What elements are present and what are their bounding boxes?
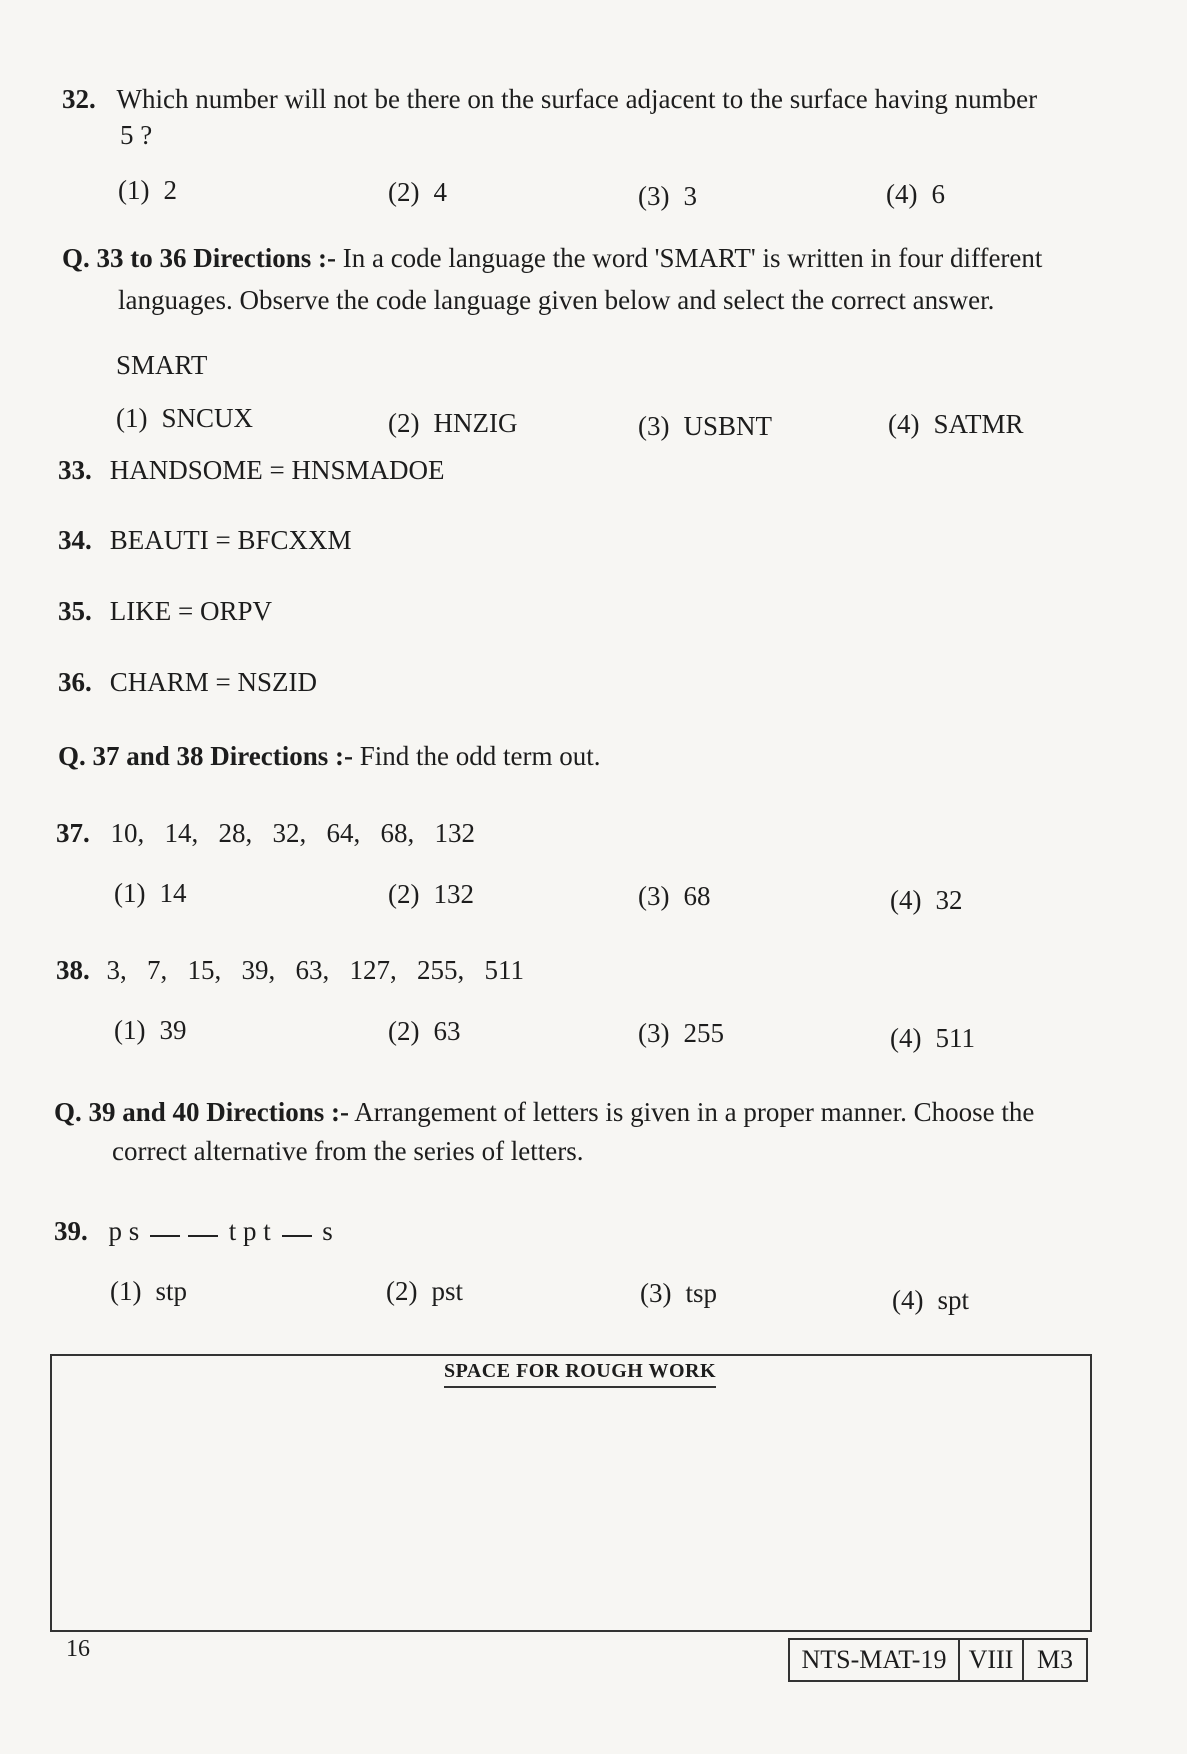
q34: 34. BEAUTI = BFCXXM [58,525,352,555]
code-word: SMART [116,350,208,380]
q32-option-2[interactable]: (2) 4 [388,177,447,207]
q32 [62,84,1037,115]
page-number: 16 [66,1636,90,1662]
directions-text: In a code language the word 'SMART' is written in four different [342,243,1043,273]
question-text: Which number will not be there on the surface adjacent to the surface having number [116,84,1038,114]
q37-option-2[interactable]: (2) 132 [388,879,474,909]
directions-33-36-line2: languages. Observe the code language given below and select the correct answer. [118,285,995,315]
directions-37-38: Q. 37 and 38 Directions :- Find the odd term out. [58,741,601,771]
directions-heading: Q. 33 to 36 Directions :- [62,243,336,273]
class-code: VIII [958,1638,1024,1682]
question-number: 32. [62,84,96,114]
q32-text-line2: 5 ? [120,120,153,150]
q33: 33. HANDSOME = HNSMADOE [58,455,445,485]
q32-option-3[interactable]: (3) 3 [638,181,697,211]
q37-option-3[interactable]: (3) 68 [638,881,711,911]
paper-code: NTS-MAT-19 [788,1638,960,1682]
blank [282,1231,312,1237]
q38-option-2[interactable]: (2) 63 [388,1016,461,1046]
q32-option-1[interactable]: (1) 2 [118,175,177,205]
dir33-option-1[interactable]: (1) SNCUX [116,403,254,433]
q37-option-4[interactable]: (4) 32 [890,885,963,915]
number-series: 3, 7, 15, 39, 63, 127, 255, 511 [106,955,524,985]
q35: 35. LIKE = ORPV [58,596,272,626]
q39-option-2[interactable]: (2) pst [386,1276,463,1306]
q38-option-4[interactable]: (4) 511 [890,1023,975,1053]
q37: 37. 10, 14, 28, 32, 64, 68, 132 [56,818,475,848]
set-code: M3 [1022,1638,1088,1682]
directions-33-36 [62,243,1042,274]
q32-option-4[interactable]: (4) 6 [886,179,945,209]
q38: 38. 3, 7, 15, 39, 63, 127, 255, 511 [56,955,524,985]
q36: 36. CHARM = NSZID [58,667,317,697]
q39-option-4[interactable]: (4) spt [892,1285,969,1315]
rough-work-title: SPACE FOR ROUGH WORK [444,1360,716,1388]
number-series: 10, 14, 28, 32, 64, 68, 132 [110,818,475,848]
directions-39-40-line2: correct alternative from the series of letters. [112,1136,584,1166]
q37-option-1[interactable]: (1) 14 [114,878,187,908]
rough-work-box[interactable] [50,1354,1092,1632]
blank [188,1231,218,1237]
q39-option-3[interactable]: (3) tsp [640,1278,717,1308]
q39: 39. p s t p t s [54,1216,333,1246]
q38-option-3[interactable]: (3) 255 [638,1018,724,1048]
q39-option-1[interactable]: (1) stp [110,1276,187,1306]
dir33-option-3[interactable]: (3) USBNT [638,411,772,441]
blank [150,1231,180,1237]
q38-option-1[interactable]: (1) 39 [114,1015,187,1045]
directions-39-40: Q. 39 and 40 Directions :- Arrangement of letters is given in a proper manner. Choose the [54,1097,1035,1127]
dir33-option-2[interactable]: (2) HNZIG [388,408,518,438]
dir33-option-4[interactable]: (4) SATMR [888,409,1024,439]
